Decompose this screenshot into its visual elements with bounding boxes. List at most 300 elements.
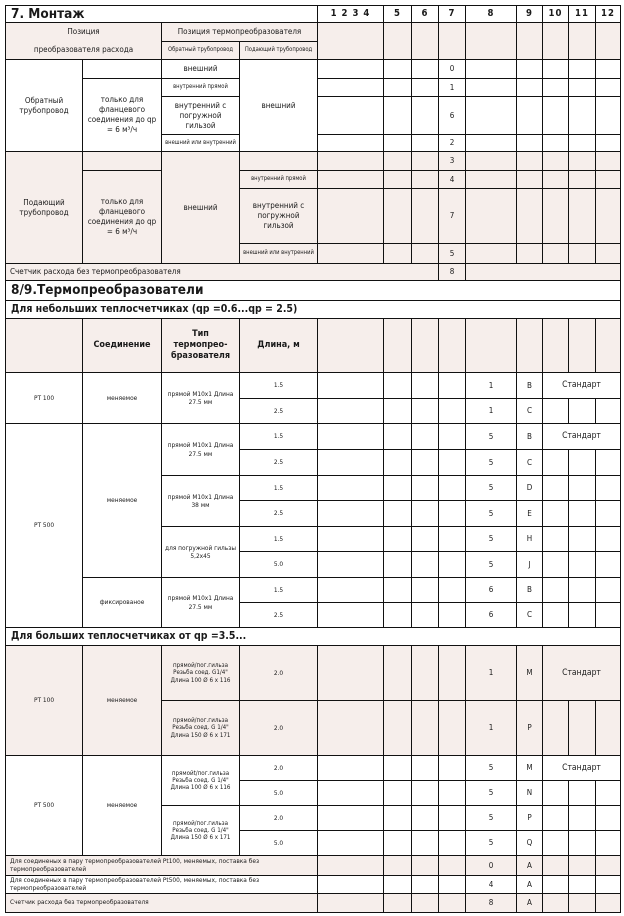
- length-value: 2.0: [239, 645, 318, 701]
- code-cell-col-7: 3: [438, 151, 466, 171]
- code-cell-col-9: A: [516, 893, 543, 913]
- sensor-position-header: Позиция термопреобразователя: [161, 22, 318, 42]
- code-cell-col-11: [568, 134, 596, 152]
- code-cell-col-9: C: [516, 449, 543, 476]
- code-cell-col-7: [438, 22, 466, 60]
- code-cell-col-5: [383, 700, 412, 756]
- footer-row-label: Для соединеных в пару термопреобразователей Pt500, меняемых, поставка без термопреобразователей: [5, 875, 318, 894]
- code-cell-col-5: [383, 398, 412, 424]
- sensor-pt100: PT 100: [5, 372, 83, 424]
- code-cell-col-11: [568, 449, 596, 476]
- code-cell-col-8: 5: [465, 500, 517, 527]
- footer-row-label: Счетчик расхода без термопреобразователя: [5, 893, 318, 913]
- code-cell-col-1-4: [317, 134, 384, 152]
- code-cell-col-1-4: [317, 805, 384, 831]
- code-cell-col-12: [595, 780, 621, 806]
- header-text: Позиция: [67, 27, 100, 36]
- code-cell-col-7: 7: [438, 188, 466, 244]
- code-cell-col-10: [542, 170, 569, 189]
- code-cell-col-5: [383, 59, 412, 79]
- code-cell-col-5: [383, 475, 412, 501]
- code-cell-col-7: [438, 875, 466, 894]
- code-cell-col-11: [568, 475, 596, 501]
- code-cell-col-1-4: [317, 151, 384, 171]
- code-cell-col-6: [411, 151, 439, 171]
- length-value: 2.5: [239, 500, 318, 527]
- return-sensor-value: внешний: [161, 151, 240, 264]
- length-value: 2.5: [239, 602, 318, 628]
- code-cell-col-6: [411, 318, 439, 373]
- connection-value: меняемое: [82, 372, 162, 424]
- code-cell-col-7: [438, 577, 466, 603]
- code-cell-col-12: [595, 170, 621, 189]
- code-cell-col-1-4: [317, 577, 384, 603]
- small-meters-subtitle: Для небольших теплосчетчиках (qp =0.6...qp = 2.5): [5, 300, 621, 319]
- code-cell-col-5: [383, 170, 412, 189]
- column-number-header: 1 2 3 4: [317, 5, 384, 23]
- section7-title: 7. Монтаж: [5, 5, 318, 23]
- column-number-header: 11: [568, 5, 596, 23]
- supply-pipe-label: Подающий трубопровод: [5, 151, 83, 264]
- code-cell-col-11: [568, 602, 596, 628]
- code-cell-col-7: 4: [438, 170, 466, 189]
- length-value: 2.0: [239, 805, 318, 831]
- code-cell-col-7: [438, 830, 466, 856]
- code-cell-col-9: [516, 22, 543, 60]
- code-cell-col-1-4: [317, 59, 384, 79]
- code-cell-col-8: 5: [465, 780, 517, 806]
- code-cell-col-9: [516, 318, 543, 373]
- code-cell-col-9: [516, 188, 543, 244]
- code-cell-col-9: C: [516, 602, 543, 628]
- code-cell-col-12: [595, 526, 621, 552]
- code-cell-col-9: Q: [516, 830, 543, 856]
- code-cell-col-10: [542, 449, 569, 476]
- code-cell-col-11: [568, 551, 596, 578]
- code-cell-col-6: [411, 755, 439, 781]
- code-cell-col-5: [383, 577, 412, 603]
- code-cell-col-1-4: [317, 372, 384, 399]
- connection-value: меняемое: [82, 755, 162, 856]
- code-cell-col-10: [542, 134, 569, 152]
- code-cell-col-11: [568, 526, 596, 552]
- code-cell-col-8: 1: [465, 372, 517, 399]
- code-cell-col-1-4: [317, 188, 384, 244]
- code-cell-col-11: [568, 59, 596, 79]
- sensor-pt500: PT 500: [5, 423, 83, 628]
- code-cell-col-6: [411, 59, 439, 79]
- length-header: Длина, м: [239, 318, 318, 373]
- code-cell-col-5: [383, 875, 412, 894]
- code-cell-col-11: [568, 875, 596, 894]
- code-cell-col-11: [568, 243, 596, 264]
- length-value: 5.0: [239, 780, 318, 806]
- code-cell-col-8: 1: [465, 398, 517, 424]
- code-cell-col-9: N: [516, 780, 543, 806]
- code-cell-col-12: [595, 243, 621, 264]
- code-cell-col-6: [411, 475, 439, 501]
- code-cell-col-7: [438, 318, 466, 373]
- code-cell-col-9: D: [516, 475, 543, 501]
- code-cell-col-9: [516, 151, 543, 171]
- code-cell-col-12: [595, 398, 621, 424]
- code-cell-col-9: [516, 96, 543, 135]
- code-cell-col-10: [542, 700, 569, 756]
- code-cell-col-12: [595, 188, 621, 244]
- code-cell-col-6: [411, 170, 439, 189]
- code-cell-col-1-4: [317, 78, 384, 97]
- code-cell-col-6: [411, 855, 439, 876]
- code-cell-col-1-4: [317, 551, 384, 578]
- code-cell-col-8: 5: [465, 830, 517, 856]
- sensor-type: прямой/пог.гильза Резьба соед. G 1/4" Длина 150 Ø 6 x 171: [161, 805, 240, 856]
- empty-cell: [82, 59, 162, 79]
- code-cell-col-9: [516, 243, 543, 264]
- flange-note: только для фланцевого соединения до qp = 6 м³/ч: [82, 78, 162, 152]
- code-cell-col-12: [595, 855, 621, 876]
- code-cell-col-7: [438, 645, 466, 701]
- code-cell-col-5: [383, 188, 412, 244]
- code-cell-col-12: [595, 78, 621, 97]
- code-cell-col-9: P: [516, 700, 543, 756]
- code-cell-col-9: [516, 78, 543, 97]
- code-cell-col-5: [383, 78, 412, 97]
- code-cell-col-6: [411, 500, 439, 527]
- code-cell-col-7: [438, 855, 466, 876]
- sensor-type: прямой M10x1 Длина 27.5 мм: [161, 372, 240, 424]
- code-cell-col-8: 5: [465, 526, 517, 552]
- code-cell-col-9: [516, 170, 543, 189]
- code-cell-col-1-4: [317, 645, 384, 701]
- code-cell-col-10: [542, 22, 569, 60]
- code-cell-col-11: [568, 398, 596, 424]
- code-cell-col-1-4: [317, 22, 384, 60]
- code-cell-col-8: [465, 78, 517, 97]
- code-cell-col-6: [411, 780, 439, 806]
- code-cell-col-10: [542, 551, 569, 578]
- code-cell-col-11: [568, 830, 596, 856]
- code-cell-col-10: [542, 602, 569, 628]
- code-cell-col-1-4: [317, 423, 384, 450]
- code-cell-col-10: [542, 475, 569, 501]
- code-cell-col-9: M: [516, 645, 543, 701]
- standard-label: Стандарт: [542, 372, 621, 399]
- code-cell-col-8: 5: [465, 423, 517, 450]
- code-cell-col-10: [542, 78, 569, 97]
- code-cell-col-11: [568, 500, 596, 527]
- code-cell-col-10: [542, 875, 569, 894]
- code-cell-col-12: [595, 830, 621, 856]
- code-cell-col-5: [383, 22, 412, 60]
- code-cell-col-7: [438, 551, 466, 578]
- code-cell-col-11: [568, 96, 596, 135]
- code-cell-col-6: [411, 700, 439, 756]
- code-cell-col-7: 5: [438, 243, 466, 264]
- code-cell-col-10: [542, 500, 569, 527]
- code-cell-col-10: [542, 780, 569, 806]
- code-cell-col-7: [438, 893, 466, 913]
- code-cell-col-7: 1: [438, 78, 466, 97]
- code-cell-col-6: [411, 22, 439, 60]
- code-cell-col-1-4: [317, 500, 384, 527]
- code-cell-col-8: 5: [465, 755, 517, 781]
- standard-label: Стандарт: [542, 755, 621, 781]
- code-cell-col-5: [383, 318, 412, 373]
- code-cell-col-7: 2: [438, 134, 466, 152]
- code-cell-col-11: [568, 318, 596, 373]
- code-cell-col-8: [465, 22, 517, 60]
- code-cell-col-5: [383, 805, 412, 831]
- column-number-header: 7: [438, 5, 466, 23]
- code-cell-col-7: 0: [438, 59, 466, 79]
- supply-sensor-option: внутренний с погружной гильзой: [239, 188, 318, 244]
- code-cell-col-1-4: [317, 875, 384, 894]
- code-cell-col-7: [438, 805, 466, 831]
- code-cell-col-12: [595, 449, 621, 476]
- code-cell-col-8: [465, 151, 517, 171]
- sensor-pt100: PT 100: [5, 645, 83, 756]
- code-cell-col-10: [542, 893, 569, 913]
- code-cell-col-10: [542, 188, 569, 244]
- code-cell-col-9: J: [516, 551, 543, 578]
- code-cell-col-6: [411, 449, 439, 476]
- code-cell-col-12: [595, 475, 621, 501]
- connection-header: Соединение: [82, 318, 162, 373]
- code-cell-col-5: [383, 780, 412, 806]
- code-cell-col-6: [411, 830, 439, 856]
- code-cell-col-8: 5: [465, 805, 517, 831]
- code-cell-col-7: [438, 602, 466, 628]
- code-cell-col-5: [383, 645, 412, 701]
- code-cell-col-6: [411, 78, 439, 97]
- code-cell-col-11: [568, 22, 596, 60]
- header-text: преобразователя расхода: [33, 45, 134, 54]
- code-cell-col-5: [383, 449, 412, 476]
- code-cell-col-5: [383, 372, 412, 399]
- code-cell-col-5: [383, 134, 412, 152]
- code-cell-col-6: [411, 645, 439, 701]
- code-cell-col-10: [542, 59, 569, 79]
- code-cell-col-12: [595, 318, 621, 373]
- code-cell-col-5: [383, 243, 412, 264]
- return-sensor-option: внутренний прямой: [161, 78, 240, 97]
- supply-sensor-option: внешний или внутренний: [239, 243, 318, 264]
- code-cell-col-11: [568, 577, 596, 603]
- code-cell-col-5: [383, 151, 412, 171]
- code-cell-col-8: 6: [465, 577, 517, 603]
- code-cell-col-9: A: [516, 875, 543, 894]
- code-cell-col-1-4: [317, 475, 384, 501]
- length-value: 2.5: [239, 398, 318, 424]
- code-cell-col-12: [595, 96, 621, 135]
- code-cell-col-6: [411, 398, 439, 424]
- code-cell-col-10: [542, 577, 569, 603]
- code-cell-col-7: [438, 475, 466, 501]
- sensor-type: прямойt/пог.гильза Резьба соед. G 1/4" Длина 100 Ø 6 x 116: [161, 755, 240, 806]
- code-cell-col-9: M: [516, 755, 543, 781]
- code-cell-col-1-4: [317, 830, 384, 856]
- code-cell-col-1-4: [317, 243, 384, 264]
- code-cell-col-1-4: [317, 526, 384, 552]
- standard-label: Стандарт: [542, 423, 621, 450]
- large-meters-subtitle: Для больших теплосчетчиках от qp =3.5...: [5, 627, 621, 646]
- code-cell-col-12: [595, 577, 621, 603]
- code-cell-col-11: [568, 170, 596, 189]
- code-cell-col-9: B: [516, 372, 543, 399]
- code-cell-col-8: 5: [465, 449, 517, 476]
- code-cell-col-10: [542, 151, 569, 171]
- length-value: 5.0: [239, 830, 318, 856]
- code-cell-col-12: [595, 602, 621, 628]
- sensor-pt500: PT 500: [5, 755, 83, 856]
- sensor-type: прямой M10x1 Длина 27.5 мм: [161, 577, 240, 628]
- sensor-type: для погружной гильзы 5,2x45: [161, 526, 240, 578]
- section89-title: 8/9.Термопреобразователи: [5, 280, 621, 301]
- code-cell-col-12: [595, 805, 621, 831]
- length-value: 2.0: [239, 755, 318, 781]
- code-cell-col-6: [411, 805, 439, 831]
- empty-cell: [82, 151, 162, 171]
- flange-note: только для фланцевого соединения до qp = 6 м³/ч: [82, 170, 162, 264]
- code-cell-col-8: [465, 188, 517, 244]
- type-header: Тип термопрео-бразователя: [161, 318, 240, 373]
- code-cell-col-1-4: [317, 780, 384, 806]
- code-cell-col-8: [465, 318, 517, 373]
- code-cell-col-1-4: [317, 755, 384, 781]
- return-pipe-header: Обратный трубопровод: [161, 41, 240, 60]
- code-cell-col-8: 5: [465, 475, 517, 501]
- supply-sensor-option: внутренний прямой: [239, 170, 318, 189]
- length-value: 1.5: [239, 526, 318, 552]
- code-cell-col-10: [542, 805, 569, 831]
- code-cell-col-7: [438, 398, 466, 424]
- empty-cell: [465, 263, 621, 281]
- return-sensor-option: внешний или внутренний: [161, 134, 240, 152]
- length-value: 1.5: [239, 423, 318, 450]
- code-cell-col-7: [438, 755, 466, 781]
- code-cell-col-5: [383, 602, 412, 628]
- code-cell-col-11: [568, 188, 596, 244]
- code-cell-col-9: B: [516, 423, 543, 450]
- code-cell-col-8: [465, 134, 517, 152]
- code-cell-col-8: 8: [465, 893, 517, 913]
- return-sensor-option: внутренний с погружной гильзой: [161, 96, 240, 135]
- column-number-header: 6: [411, 5, 439, 23]
- code-cell-col-8: 6: [465, 602, 517, 628]
- column-number-header: 10: [542, 5, 569, 23]
- code-cell-col-12: [595, 875, 621, 894]
- code-cell-col-9: P: [516, 805, 543, 831]
- supply-pipe-header: Подающий трубопровод: [239, 41, 318, 60]
- code-cell-col-1-4: [317, 602, 384, 628]
- length-value: 2.0: [239, 700, 318, 756]
- code-cell-col-1-4: [317, 170, 384, 189]
- standard-label: Стандарт: [542, 645, 621, 701]
- code-cell-col-7: [438, 500, 466, 527]
- code-cell-col-8: 4: [465, 875, 517, 894]
- code-cell-col-10: [542, 243, 569, 264]
- code-cell-col-7: [438, 449, 466, 476]
- code-cell-col-8: [465, 59, 517, 79]
- footer-row-label: Для соединеных в пару термопреобразователей Pt100, меняемых, поставка без термопреобразователей: [5, 855, 318, 876]
- code-cell-col-5: [383, 526, 412, 552]
- code-cell-col-6: [411, 423, 439, 450]
- column-number-header: 12: [595, 5, 621, 23]
- code-cell-col-6: [411, 372, 439, 399]
- code-cell-col-12: [595, 500, 621, 527]
- code-cell-col-11: [568, 151, 596, 171]
- code-cell-col-6: [411, 134, 439, 152]
- code-cell-col-6: [411, 243, 439, 264]
- flow-position-header: [5, 22, 162, 60]
- code-cell-col-7: 8: [438, 263, 466, 281]
- return-pipe-label: Обратный трубопровод: [5, 59, 83, 152]
- code-cell-col-6: [411, 602, 439, 628]
- code-cell-col-5: [383, 423, 412, 450]
- code-cell-col-6: [411, 188, 439, 244]
- code-cell-col-11: [568, 855, 596, 876]
- code-cell-col-1-4: [317, 449, 384, 476]
- code-cell-col-5: [383, 830, 412, 856]
- code-cell-col-6: [411, 577, 439, 603]
- code-cell-col-7: 6: [438, 96, 466, 135]
- length-value: 1.5: [239, 475, 318, 501]
- code-cell-col-8: 0: [465, 855, 517, 876]
- sensor-type: прямой/пог.гильза Резьба соед. G1/4" Длина 100 Ø 6 x 116: [161, 645, 240, 701]
- code-cell-col-7: [438, 372, 466, 399]
- code-cell-col-9: E: [516, 500, 543, 527]
- return-sensor-option: внешний: [161, 59, 240, 79]
- code-cell-col-5: [383, 893, 412, 913]
- code-cell-col-12: [595, 22, 621, 60]
- length-value: 2.5: [239, 449, 318, 476]
- column-number-header: 5: [383, 5, 412, 23]
- code-cell-col-10: [542, 318, 569, 373]
- code-cell-col-8: [465, 96, 517, 135]
- length-value: 5.0: [239, 551, 318, 578]
- code-cell-col-9: A: [516, 855, 543, 876]
- code-cell-col-6: [411, 96, 439, 135]
- code-cell-col-10: [542, 830, 569, 856]
- code-cell-col-5: [383, 755, 412, 781]
- code-cell-col-1-4: [317, 855, 384, 876]
- code-cell-col-11: [568, 780, 596, 806]
- code-cell-col-7: [438, 423, 466, 450]
- code-cell-col-11: [568, 805, 596, 831]
- column-number-header: 8: [465, 5, 517, 23]
- code-cell-col-11: [568, 78, 596, 97]
- code-cell-col-10: [542, 398, 569, 424]
- code-cell-col-9: [516, 134, 543, 152]
- length-value: 1.5: [239, 372, 318, 399]
- code-cell-col-12: [595, 59, 621, 79]
- code-cell-col-8: 1: [465, 700, 517, 756]
- supply-sensor-option: [239, 151, 318, 171]
- code-cell-col-9: H: [516, 526, 543, 552]
- code-cell-col-9: [516, 59, 543, 79]
- code-cell-col-12: [595, 551, 621, 578]
- supply-sensor-value: внешний: [239, 59, 318, 152]
- code-cell-col-7: [438, 700, 466, 756]
- sensor-type: прямой M10x1 Длина 27.5 мм: [161, 423, 240, 476]
- length-value: 1.5: [239, 577, 318, 603]
- code-cell-col-8: [465, 170, 517, 189]
- code-cell-col-5: [383, 96, 412, 135]
- code-cell-col-1-4: [317, 893, 384, 913]
- code-cell-col-8: 5: [465, 551, 517, 578]
- code-cell-col-6: [411, 526, 439, 552]
- code-cell-col-6: [411, 893, 439, 913]
